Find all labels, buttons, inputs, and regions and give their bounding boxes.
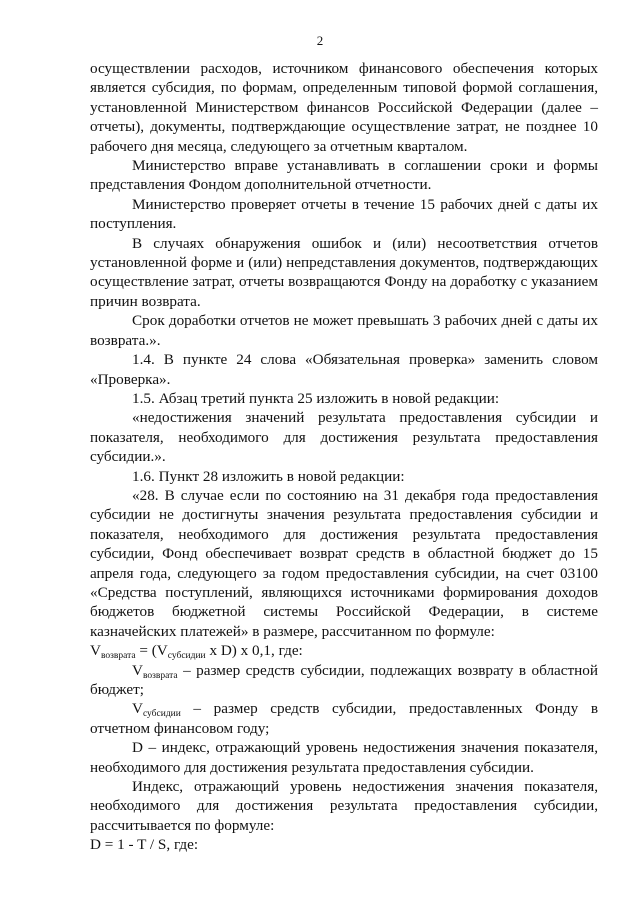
document-body	[90, 59, 598, 855]
paragraph-report-errors: В случаях обнаружения ошибок и (или) несоответствия отчетов установленной форме и (или) непредставления документов, подтверждающих осуществление затрат, отчеты возвращаются Фонду на доработку с указанием причин возврата.	[90, 234, 598, 310]
paragraph-item-28: «28. В случае если по состоянию на 31 декабря года предоставления субсидии не достигнуты значения результата предоставления субсидии и показателя, необходимого для достижения результата предоставления субсидии, Фонд обеспечивает возврат средств в областной бюджет до 15 апреля года, следующего за годом предоставления субсидии, на счет 03100 «Средства поступлений, являющихся источниками формирования доходов бюджетов бюджетной системы Российской Федерации, в системе казначейских платежей» в размере, рассчитанном по формуле:	[90, 486, 598, 640]
paragraph-reports-continuation: осуществлении расходов, источником финансового обеспечения которых является субсидия, по формам, определенным типовой формой соглашения, установленной Министерством финансов Российской Федерации (далее – отчеты), документы, подтверждающие осуществление затрат, не позднее 10 рабочего дня месяца, следующего за отчетным кварталом.	[90, 60, 598, 155]
paragraph-item-1-6: 1.6. Пункт 28 изложить в новой редакции:	[132, 467, 405, 485]
definition-v-return: $V_{возврата}$ – размер средств субсидии, подлежащих возврату в областной бюджет;	[90, 661, 598, 698]
paragraph-revision-period: Срок доработки отчетов не может превышать 3 рабочих дней с даты их возврата.».	[90, 312, 598, 349]
definition-d-index: D – индекс, отражающий уровень недостижения значения показателя, необходимого для достижения результата предоставления субсидии.	[90, 739, 598, 776]
paragraph-item-1-4: 1.4. В пункте 24 слова «Обязательная проверка» заменить словом «Проверка».	[90, 351, 598, 388]
page-number: 2	[316, 33, 324, 48]
paragraph-index-calculation: Индекс, отражающий уровень недостижения значения показателя, необходимого для достижения результата предоставления субсидии, рассчитывается по формуле:	[90, 778, 598, 834]
paragraph-item-1-5-quote: «недостижения значений результата предоставления субсидии и показателя, необходимого для достижения результата предоставления субсидии.».	[90, 409, 598, 466]
paragraph-additional-reporting: Министерство вправе устанавливать в соглашении сроки и формы представления Фондом дополнительной отчетности.	[90, 157, 598, 194]
paragraph-item-1-5: 1.5. Абзац третий пункта 25 изложить в новой редакции:	[132, 389, 500, 407]
definition-v-subsidy: $V_{субсидии}$ – размер средств субсидии, предоставленных Фонду в отчетном финансовом году;	[90, 700, 598, 737]
formula-return-amount: $V_{возврата} = (V_{субсидии}$ x D) x 0,1, где:	[90, 642, 303, 662]
paragraph-report-check: Министерство проверяет отчеты в течение 15 рабочих дней с даты их поступления.	[90, 195, 598, 233]
formula-index: D = 1 - T / S, где:	[90, 836, 199, 854]
